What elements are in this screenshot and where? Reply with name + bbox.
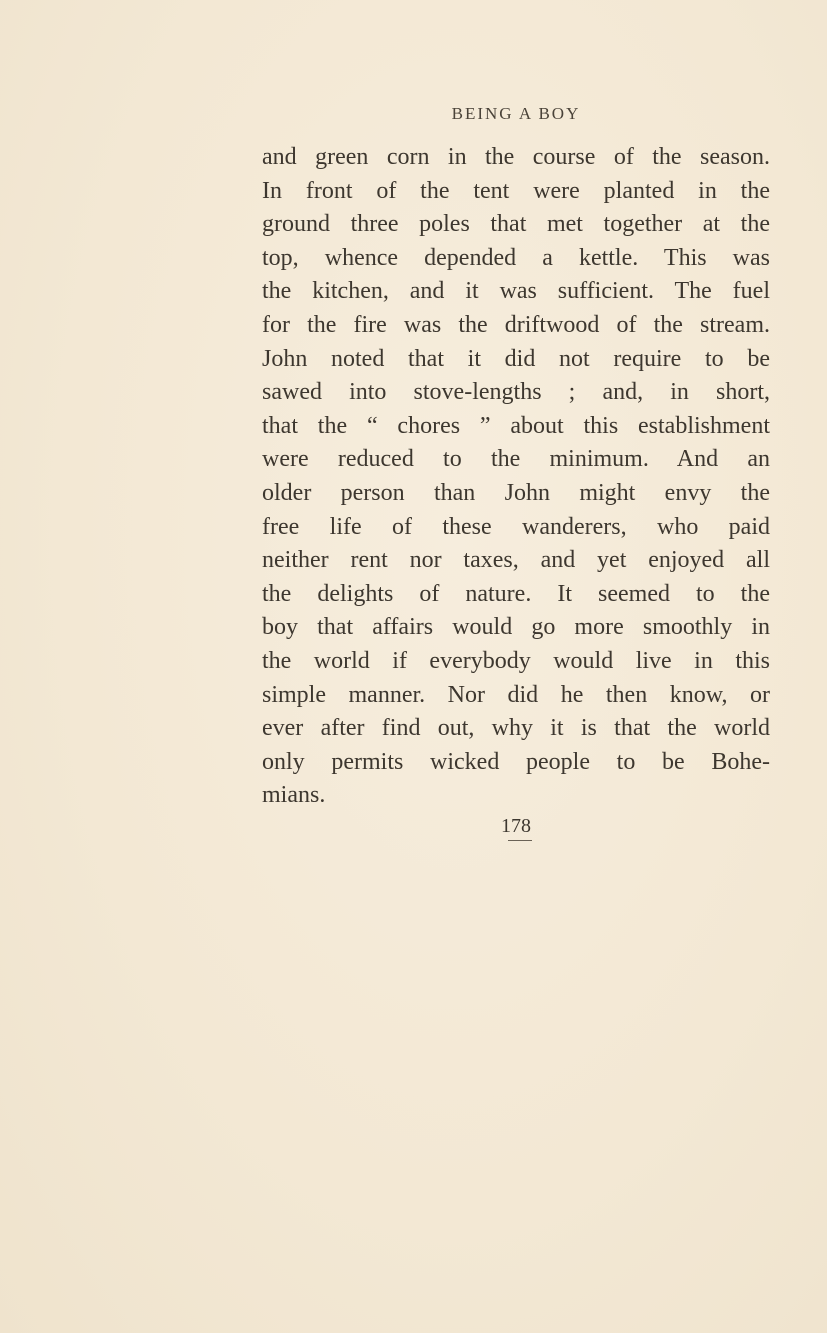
- body-text: [262, 141, 770, 813]
- text-line: free life of these wanderers, who paid: [262, 513, 770, 540]
- text-line: top, whence depended a kettle. This was: [262, 244, 770, 271]
- text-line: ground three poles that met together at the: [262, 211, 770, 238]
- text-line: for the fire was the driftwood of the stream.: [262, 311, 770, 338]
- text-line: the world if everybody would live in this: [262, 647, 770, 674]
- text-line: and green corn in the course of the season.: [262, 144, 770, 170]
- text-line: the kitchen, and it was sufficient. The fuel: [262, 278, 770, 305]
- text-line: sawed into stove-lengths ; and, in short,: [262, 379, 770, 406]
- page-number-rule: [508, 840, 532, 841]
- text-line: neither rent nor taxes, and yet enjoyed all: [262, 547, 770, 574]
- text-line: older person than John might envy the: [262, 479, 770, 506]
- text-line: boy that affairs would go more smoothly in: [262, 614, 770, 641]
- text-line: were reduced to the minimum. And an: [262, 446, 770, 473]
- text-line: mians.: [262, 782, 326, 809]
- running-head: BEING A BOY: [451, 104, 581, 123]
- page-number-text: 178: [501, 815, 531, 837]
- text-line: ever after find out, why it is that the world: [262, 715, 770, 742]
- text-line: simple manner. Nor did he then know, or: [262, 681, 770, 708]
- page-number: [262, 815, 770, 841]
- text-line: In front of the tent were planted in the: [262, 177, 770, 204]
- text-line: the delights of nature. It seemed to the: [262, 580, 770, 607]
- text-line: John noted that it did not require to be: [262, 345, 770, 372]
- text-line: only permits wicked people to be Bohe-: [262, 748, 770, 775]
- text-line: that the “ chores ” about this establishment: [262, 412, 770, 439]
